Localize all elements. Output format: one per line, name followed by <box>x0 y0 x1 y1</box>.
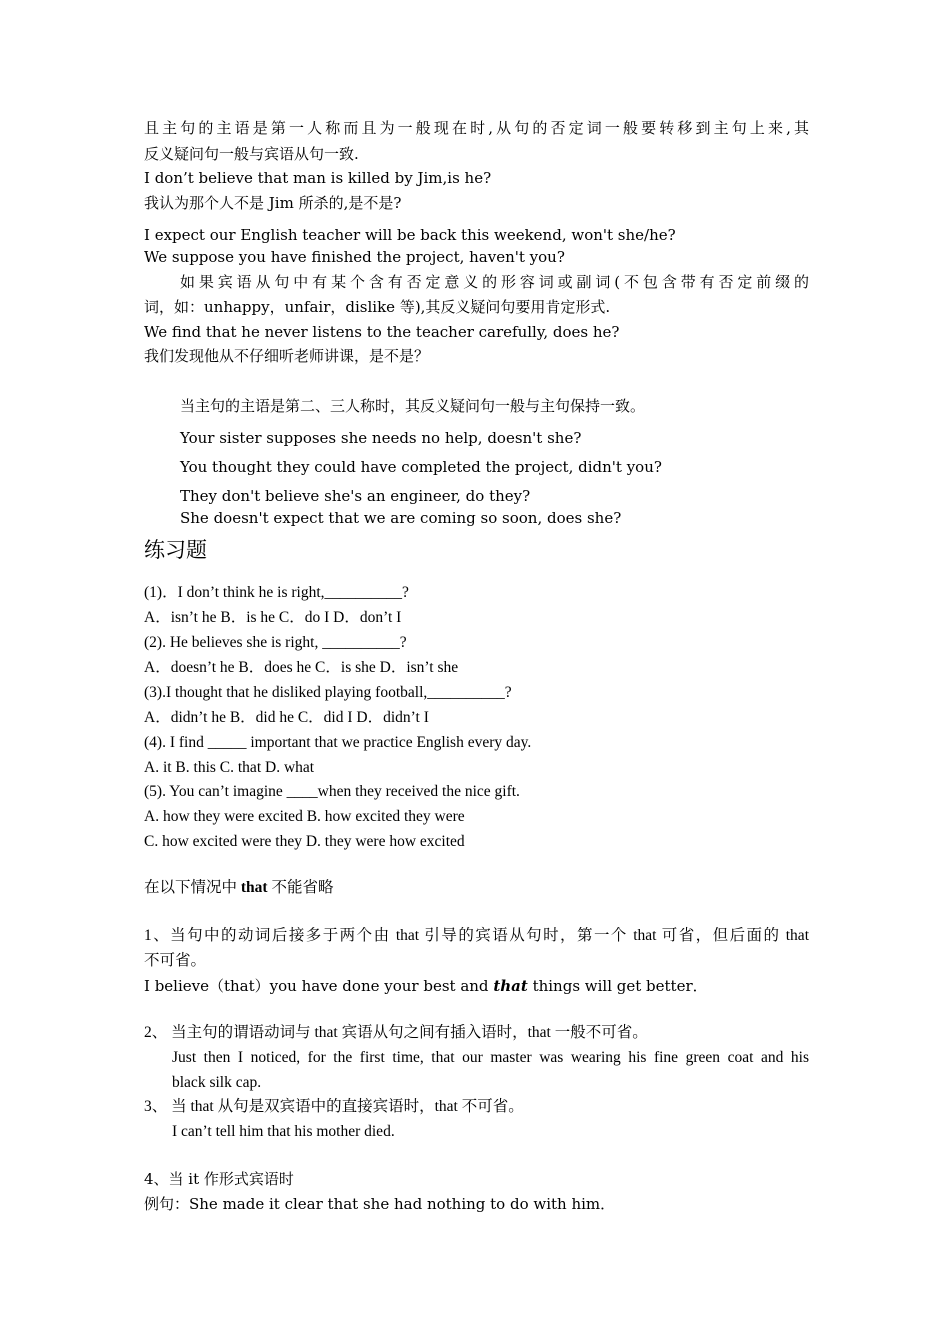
example-translation-4: 我们发现他从不仔细听老师讲课，是不是？ <box>144 347 430 365</box>
that-item-3: 3、 当 that 从句是双宾语中的直接宾语时，that 不可省。 <box>144 1098 524 1115</box>
negative-rule-line-2: 词，如：unhappy，unfair，dislike 等),其反义疑问句要用肯定形式. <box>144 298 611 316</box>
that-section-title-keyword: that <box>240 879 268 896</box>
exercise-line: (2). He believes she is right, __________? <box>144 634 407 651</box>
that-section-title <box>144 878 809 898</box>
negative-rule-line-1: 如果宾语从句中有某个含有否定意义的形容词或副词(不包含带有否定前缀的 <box>180 273 809 291</box>
that-item-2-example-line-2: black silk cap. <box>172 1074 262 1091</box>
exercise-line: (1)．I don’t think he is right,__________? <box>144 584 409 601</box>
that-item-1-line-2: 不可省。 <box>144 952 207 969</box>
exercise-line: A. it B. this C. that D. what <box>144 759 315 776</box>
that-item-1-line-1: 1、当句中的动词后接多于两个由 that 引导的宾语从句时，第一个 that 可省，但后面的 that <box>144 927 809 944</box>
intro-line-2: 反义疑问句一般与宾语从句一致. <box>144 145 359 163</box>
that-item-4: 4、当 it 作形式宾语时 <box>144 1170 294 1188</box>
exercise-line: (3).I thought that he disliked playing football,__________? <box>144 684 512 701</box>
second-third-example-2: You thought they could have completed the project, didn't you? <box>180 458 662 476</box>
intro-line-1: 且主句的主语是第一人称而且为一般现在时,从句的否定词一般要转移到主句上来,其 <box>144 119 809 137</box>
second-third-example-1: Your sister supposes she needs no help, doesn't she? <box>180 429 582 447</box>
exercise-line: A．didn’t he B．did he C．did I D．didn’t I <box>144 709 429 726</box>
exercise-line: A．isn’t he B．is he C．do I D．don’t I <box>144 609 402 626</box>
example-translation-1: 我认为那个人不是 Jim 所杀的,是不是? <box>144 194 402 212</box>
that-item-2: 2、 当主句的谓语动词与 that 宾语从句之间有插入语时，that 一般不可省。 <box>144 1024 648 1041</box>
exercise-line: A. how they were excited B. how excited they were <box>144 808 465 825</box>
that-item-4-example: 例句：She made it clear that she had nothing to do with him． <box>144 1195 616 1213</box>
that-section-title-post: 不能省略 <box>267 879 334 896</box>
exercise-line: A．doesn’t he B．does he C．is she D．isn’t she <box>144 659 459 676</box>
example-sentence-2: I expect our English teacher will be back this weekend, won't she/he? <box>144 226 676 244</box>
that-item-1-example-post: things will get better． <box>527 977 708 995</box>
example-sentence-1: I don’t believe that man is killed by Jim,is he? <box>144 169 492 187</box>
example-sentence-3: We suppose you have finished the project, haven't you? <box>144 248 565 266</box>
that-item-3-example: I can’t tell him that his mother died. <box>172 1123 395 1140</box>
exercises-heading: 练习题 <box>144 538 207 562</box>
that-item-1-example-emphasis: that <box>493 977 528 995</box>
exercise-line: (5). You can’t imagine ____when they received the nice gift. <box>144 783 520 800</box>
exercise-line: C. how excited were they D. they were how excited <box>144 833 465 850</box>
exercise-line: (4). I find _____ important that we practice English every day. <box>144 734 532 751</box>
that-item-2-example-line-1: Just then I noticed, for the first time, that our master was wearing his fine green coat and his <box>172 1049 809 1066</box>
that-section-title-pre: 在以下情况中 <box>144 879 241 896</box>
that-item-1-example-pre: I believe（that）you have done your best and <box>144 977 494 995</box>
second-third-example-4: She doesn't expect that we are coming so soon, does she? <box>180 509 622 527</box>
second-third-person-rule: 当主句的主语是第二、三人称时，其反义疑问句一般与主句保持一致。 <box>180 397 646 415</box>
example-sentence-4: We find that he never listens to the teacher carefully, does he? <box>144 323 620 341</box>
second-third-example-3: They don't believe she's an engineer, do they? <box>180 487 531 505</box>
that-item-1-example <box>144 976 809 996</box>
